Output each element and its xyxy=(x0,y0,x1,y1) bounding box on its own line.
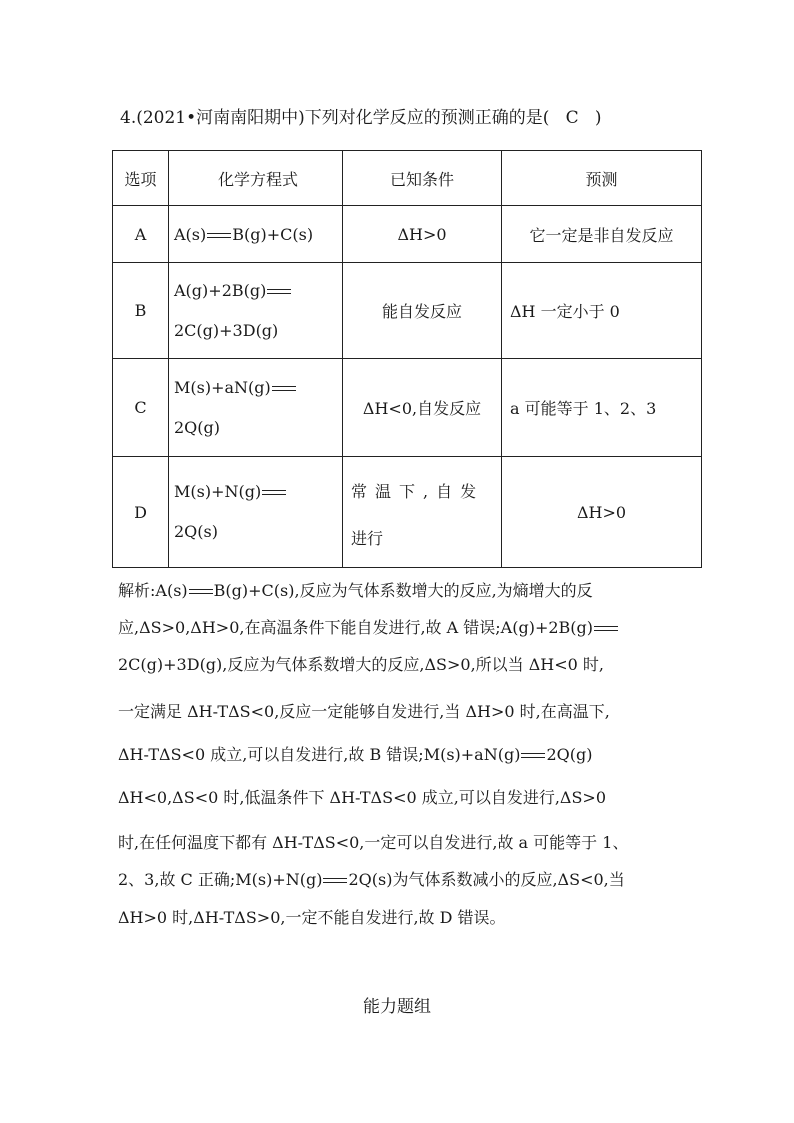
equation-cell: A(s) B(g)+C(s) xyxy=(169,206,343,263)
table-header-row xyxy=(113,151,702,206)
equation-cell: M(s)+N(g) 2Q(s) xyxy=(169,457,343,568)
analysis-line: 应,ΔS>0,ΔH>0,在高温条件下能自发进行,故 A 错误;A(g)+2B(g) xyxy=(118,610,688,646)
prediction-cell: a 可能等于 1、2、3 xyxy=(502,359,702,457)
option-label: D xyxy=(113,457,169,568)
equal-sign-icon xyxy=(272,386,296,391)
option-label: A xyxy=(113,206,169,263)
equal-sign-icon xyxy=(207,233,231,238)
analysis-line: 一定满足 ΔH-TΔS<0,反应一定能够自发进行,当 ΔH>0 时,在高温下, xyxy=(118,702,610,721)
condition-cell: 常温下,自发 进行 xyxy=(343,457,502,568)
analysis-line: ΔH>0 时,ΔH-TΔS>0,一定不能自发进行,故 D 错误。 xyxy=(118,908,506,927)
analysis-line: 2、3,故 C 正确;M(s)+N(g) 2Q(s)为气体系数减小的反应,ΔS<0,当 xyxy=(118,870,625,889)
analysis-line: 解析:A(s) B(g)+C(s),反应为气体系数增大的反应,为熵增大的反 xyxy=(118,581,593,600)
analysis-line: 时,在任何温度下都有 ΔH-TΔS<0,一定可以自发进行,故 a 可能等于 1、 xyxy=(118,833,629,852)
condition-cell: ΔH<0,自发反应 xyxy=(343,359,502,457)
equal-sign-icon xyxy=(323,878,347,883)
condition-cell: ΔH>0 xyxy=(343,206,502,263)
prediction-cell: 它一定是非自发反应 xyxy=(502,206,702,263)
question-stem xyxy=(120,106,680,130)
equal-sign-icon xyxy=(594,626,618,631)
prediction-cell: ΔH>0 xyxy=(502,457,702,568)
equal-sign-icon xyxy=(189,589,213,594)
condition-cell: 能自发反应 xyxy=(343,263,502,359)
section-title: 能力题组 xyxy=(363,997,431,1017)
options-table xyxy=(112,150,702,568)
analysis-line: 2C(g)+3D(g),反应为气体系数增大的反应,ΔS>0,所以当 ΔH<0 时, xyxy=(118,655,605,674)
header-prediction: 预测 xyxy=(502,151,702,206)
analysis-block xyxy=(118,572,688,936)
equal-sign-icon xyxy=(521,753,545,758)
header-equation: 化学方程式 xyxy=(169,151,343,206)
table-row xyxy=(113,263,702,359)
table-row xyxy=(113,457,702,568)
equation-cell: A(g)+2B(g) 2C(g)+3D(g) xyxy=(169,263,343,359)
answer-choice: C xyxy=(565,108,579,128)
question-text: 4.(2021•河南南阳期中)下列对化学反应的预测正确的是( xyxy=(120,108,550,128)
equal-sign-icon xyxy=(267,289,291,294)
prediction-cell: ΔH 一定小于 0 xyxy=(502,263,702,359)
header-option: 选项 xyxy=(113,151,169,206)
analysis-line: ΔH-TΔS<0 成立,可以自发进行,故 B 错误;M(s)+aN(g) 2Q(g) xyxy=(118,745,593,764)
table-row xyxy=(113,206,702,263)
question-close-paren: ) xyxy=(594,108,602,128)
option-label: C xyxy=(113,359,169,457)
equal-sign-icon xyxy=(262,490,286,495)
option-label: B xyxy=(113,263,169,359)
analysis-line: ΔH<0,ΔS<0 时,低温条件下 ΔH-TΔS<0 成立,可以自发进行,ΔS>0 xyxy=(118,788,607,807)
table-row xyxy=(113,359,702,457)
equation-cell: M(s)+aN(g) 2Q(g) xyxy=(169,359,343,457)
header-condition: 已知条件 xyxy=(343,151,502,206)
